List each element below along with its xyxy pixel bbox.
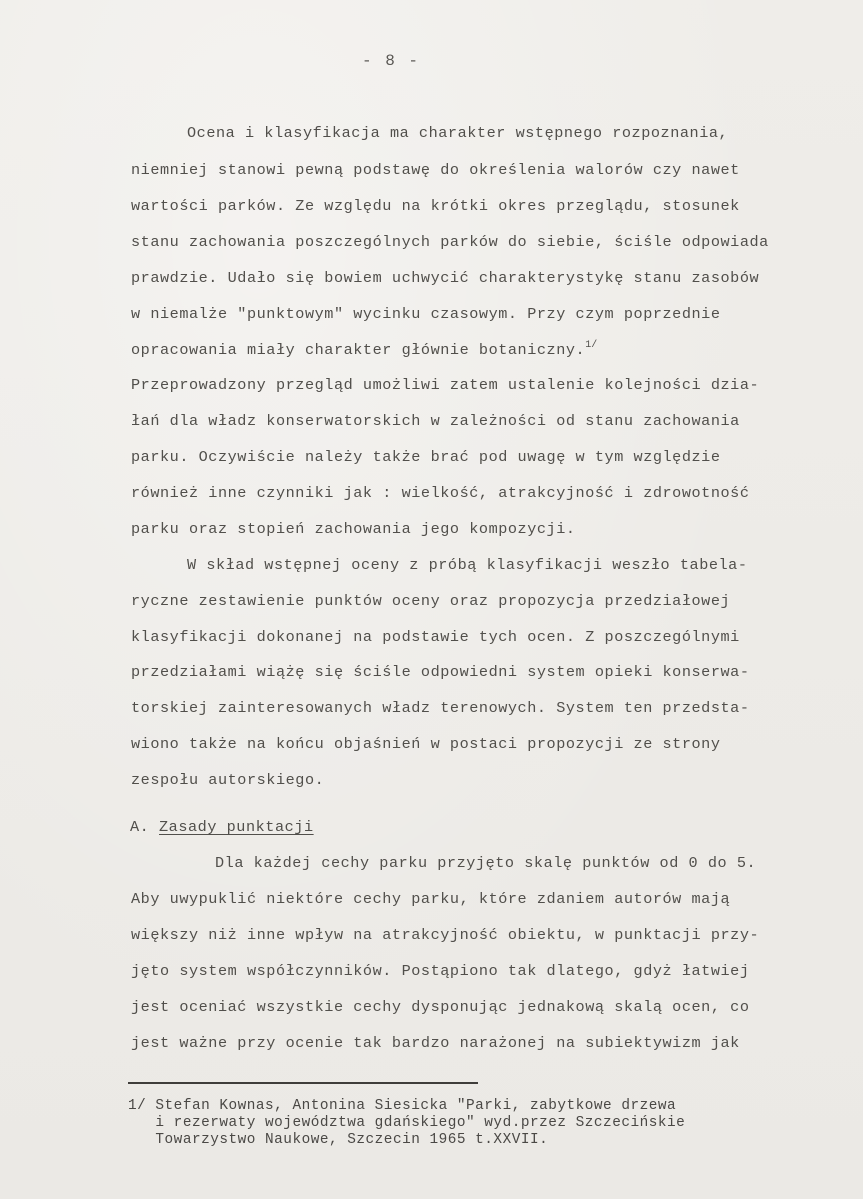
text-line: klasyfikacji dokonanej na podstawie tych ocen. Z poszczególnymi [131,628,740,646]
text-line: Ocena i klasyfikacja ma charakter wstępnego rozpoznania, [187,124,729,142]
text-line: wiono także na końcu objaśnień w postaci propozycji ze strony [131,735,721,753]
text-line: w niemalże "punktowym" wycinku czasowym. Przy czym poprzednie [131,305,721,323]
text-line: Przeprowadzony przegląd umożliwi zatem ustalenie kolejności dzia- [131,376,760,394]
footnote-line: 1/ Stefan Kownas, Antonina Siesicka "Parki, zabytkowe drzewa [128,1098,677,1114]
text-line: prawdzie. Udało się bowiem uchwycić charakterystykę stanu zasobów [131,269,760,287]
text-line: łań dla władz konserwatorskich w zależności od stanu zachowania [131,412,740,430]
footnote-separator [128,1082,478,1084]
text-line: większy niż inne wpływ na atrakcyjność obiektu, w punktacji przy- [131,926,760,944]
text-line: parku. Oczywiście należy także brać pod uwagę w tym względzie [131,448,721,466]
page-number: - 8 - [362,52,421,70]
footnote-line: Towarzystwo Naukowe, Szczecin 1965 t.XXVII. [128,1132,549,1148]
text-line: jest ważne przy ocenie tak bardzo narażonej na subiektywizm jak [131,1034,740,1052]
text-line: Aby uwypuklić niektóre cechy parku, które zdaniem autorów mają [131,890,731,908]
text-line: niemniej stanowi pewną podstawę do określenia walorów czy nawet [131,161,740,179]
text-line: parku oraz stopień zachowania jego kompozycji. [131,520,576,538]
text-line-with-footnote-ref [131,340,597,359]
footnote-reference: 1/ [585,340,598,351]
text-line: przedziałami wiążę się ściśle odpowiedni system opieki konserwa- [131,663,750,681]
text-line: stanu zachowania poszczególnych parków do siebie, ściśle odpowiada [131,233,769,251]
text-line: zespołu autorskiego. [131,771,325,789]
text-line: jest oceniać wszystkie cechy dysponując jednakową skalą ocen, co [131,998,750,1016]
text-line: W skład wstępnej oceny z próbą klasyfikacji weszło tabela- [187,556,748,574]
text-line: jęto system współczynników. Postąpiono tak dlatego, gdyż łatwiej [131,962,750,980]
text-line: opracowania miały charakter głównie botaniczny. [131,341,586,359]
text-line: Dla każdej cechy parku przyjęto skalę punktów od 0 do 5. [215,854,757,872]
text-line: również inne czynniki jak : wielkość, atrakcyjność i zdrowotność [131,484,750,502]
section-title: Zasady punktacji [159,818,314,836]
text-line: torskiej zainteresowanych władz terenowych. System ten przedsta- [131,699,750,717]
footnote-line: i rezerwaty województwa gdańskiego" wyd.przez Szczecińskie [128,1115,686,1131]
text-line: ryczne zestawienie punktów oceny oraz propozycja przedziałowej [131,592,731,610]
section-prefix: A. [130,818,150,836]
text-line: wartości parków. Ze względu na krótki okres przeglądu, stosunek [131,197,740,215]
section-heading [130,818,314,836]
